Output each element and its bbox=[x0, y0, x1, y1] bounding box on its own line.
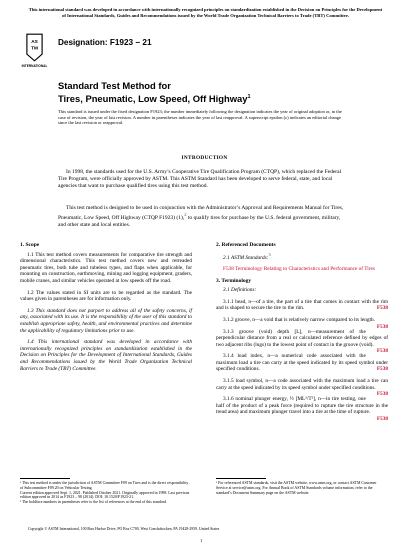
f538-tag[interactable]: F538 bbox=[376, 323, 388, 330]
international-standard-note: This international standard was developed in accordance with internationally recognized principles on standardization established in the Decision on Principles for the Development of International Standards, Guides and Recommendations issued by the World Trade Organization Technical Barriers to Trade (TBT) Committee. bbox=[28, 7, 383, 18]
definition-plunger-energy: 3.1.6 nominal plunger energy, ½ [ML²/T²], n—in tire testing, one half of the product of a peak force (required to rupture the tire structure in the tread area) and maximum plunger travel into a tire at the time of rupture. F538 bbox=[216, 396, 388, 423]
designation: Designation: F1923 − 21 bbox=[58, 38, 152, 47]
footnotes-left bbox=[20, 481, 192, 505]
footnote-1-edition: Current edition approved Sept. 1, 2021. Published October 2021. Originally approved in 1998. Last previous edition approved in 2014 as F1923 – 98 (2014). DOI: 10.1520/F1923-21. bbox=[20, 490, 190, 500]
f538-tag[interactable]: F538 bbox=[376, 416, 388, 423]
scope-1-1: 1.1 This test method covers measurements for comparative tire strength and dimensional characteristics. This test method covers new and retreaded pneumatic tires, both tube and tubeless types, and flaps when applicable, for mounting on construction, earthmoving, mining and logging equipment, graders, mobile cranes, and similar vehicles operated at low speeds off the road. bbox=[20, 251, 192, 284]
definition-load-symbol: 3.1.5 load symbol, n—a code associated with the maximum load a tire can carry at the speed indicated by its speed symbol under specified conditions. F538 bbox=[216, 378, 388, 398]
left-column bbox=[20, 242, 192, 377]
astm-standards-label: 2.1 ASTM Standards:$^3$ bbox=[223, 251, 271, 261]
title-line-1: Standard Test Method for bbox=[58, 80, 171, 91]
definition-load-index: 3.1.4 load index, n—a numerical code associated with the maximum load a tire can carry at the speed indicated by its speed symbol under specified conditions. F538 bbox=[216, 353, 388, 373]
reference-f538: F538 Terminology Relating to Characteristics and Performance of Tires bbox=[223, 265, 375, 272]
definition-bead: 3.1.1 bead, n—of a tire, the part of a tire that comes in contact with the rim and is shaped to secure the tire to the rim. F538 bbox=[216, 298, 388, 312]
issue-note: This standard is issued under the fixed designation F1923; the number immediately following the designation indicates the year of original adoption or, in the case of revision, the year of last revision. A number in parentheses indicates the year of last reapproval. A superscript epsilon (ε) indicates an editorial change since the last revision or reapproval. bbox=[58, 109, 342, 125]
intro-paragraph-2: This test method is designed to be used in conjunction with the Administrator’s Approval and Requirements Manual for Tires, Pneumatic, Low Speed, Off Highway (CTQP F1923) (1),$^2$ to qualify tires for purchase by the U.S. federal government, military, and other state and local entities. bbox=[58, 205, 344, 228]
footnote-ref-3[interactable]: 3 bbox=[268, 251, 271, 257]
terminology-heading: 3. Terminology bbox=[216, 277, 252, 284]
f538-tag[interactable]: F538 bbox=[376, 305, 388, 312]
scope-1-3: 1.3 This standard does not purport to address all of the safety concerns, if any, associated with its use. It is the responsibility of the user of this standard to establish appropriate safety, health, and environmental practices and determine the applicability of regulatory limitations prior to use. bbox=[20, 307, 192, 334]
f538-tag[interactable]: F538 bbox=[376, 391, 388, 398]
scope-1-2: 1.2 The values stated in SI units are to be regarded as the standard. The values given in parentheses are for information only. bbox=[20, 289, 192, 303]
svg-text:TM: TM bbox=[31, 46, 38, 52]
footnotes-right bbox=[216, 481, 388, 495]
f538-tag[interactable]: F538 bbox=[376, 366, 388, 373]
footnote-rule-right bbox=[216, 478, 266, 479]
intro-paragraph-1: In 1998, the standards used for the U.S. Army’s Cooperative Tire Qualification Program (CTQP), which replaced the Federal Tire Program, were officially approved by ASTM. This ASTM Standard has been developed to serve federal, state, and local agencies that want to purchase qualified tires using this test method. bbox=[58, 169, 342, 189]
svg-text:AS: AS bbox=[31, 39, 38, 45]
document-title bbox=[58, 80, 251, 104]
referenced-documents-heading: 2. Referenced Documents bbox=[216, 242, 276, 248]
scope-1-4: 1.4 This international standard was developed in accordance with internationally recognized principles on standardization established in the Decision on Principles for the Development of International Standards, Guides and Recommendations issued by the World Trade Organization Technical Barriers to Trade (TBT) Committee. bbox=[20, 339, 192, 372]
footnote-rule-left bbox=[20, 478, 70, 479]
logo-caption: INTERNATIONAL bbox=[21, 64, 48, 68]
scope-heading: 1. Scope bbox=[20, 242, 40, 248]
footnote-3: ³ For referenced ASTM standards, visit the ASTM website, www.astm.org, or contact ASTM Customer Service at service@astm.org. For Annual Book of ASTM Standards volume information, refer to the standard’s Document Summary page on the ASTM website. bbox=[216, 481, 377, 495]
title-line-2: Tires, Pneumatic, Low Speed, Off Highway$^1$ bbox=[58, 92, 251, 104]
page-number: 1 bbox=[200, 538, 203, 543]
copyright-footer: Copyright © ASTM International, 100 Barr Harbor Drive, PO Box C700, West Conshohocken, PA 19428-2959. United States bbox=[28, 527, 220, 531]
footnote-1: ¹ This test method is under the jurisdiction of ASTM Committee F09 on Tires and is the direct responsibility of Subcommittee F09.20 on Vehicular Testing. bbox=[20, 481, 189, 490]
right-column bbox=[216, 242, 388, 423]
definition-groove-depth: 3.1.3 groove (void) depth [L], n—measurement of the perpendicular distance from a real or calculated reference defined by edges of two adjacent ribs (lugs) to the lowest point of contact in the groove (void). F538 bbox=[216, 328, 388, 355]
definition-groove: 3.1.2 groove, n—a void that is relatively narrow compared to its length. F538 bbox=[223, 316, 388, 330]
introduction-heading: INTRODUCTION bbox=[181, 155, 228, 161]
f538-link[interactable]: F538 bbox=[223, 265, 234, 272]
definitions-label: 3.1 Definitions: bbox=[223, 287, 257, 294]
footnote-2: ² The boldface numbers in parentheses refer to the list of references at the end of this standard. bbox=[20, 500, 167, 505]
footnote-ref-2[interactable]: 2 bbox=[184, 211, 187, 217]
astm-logo-icon bbox=[25, 33, 44, 62]
f538-tag[interactable]: F538 bbox=[376, 348, 388, 355]
